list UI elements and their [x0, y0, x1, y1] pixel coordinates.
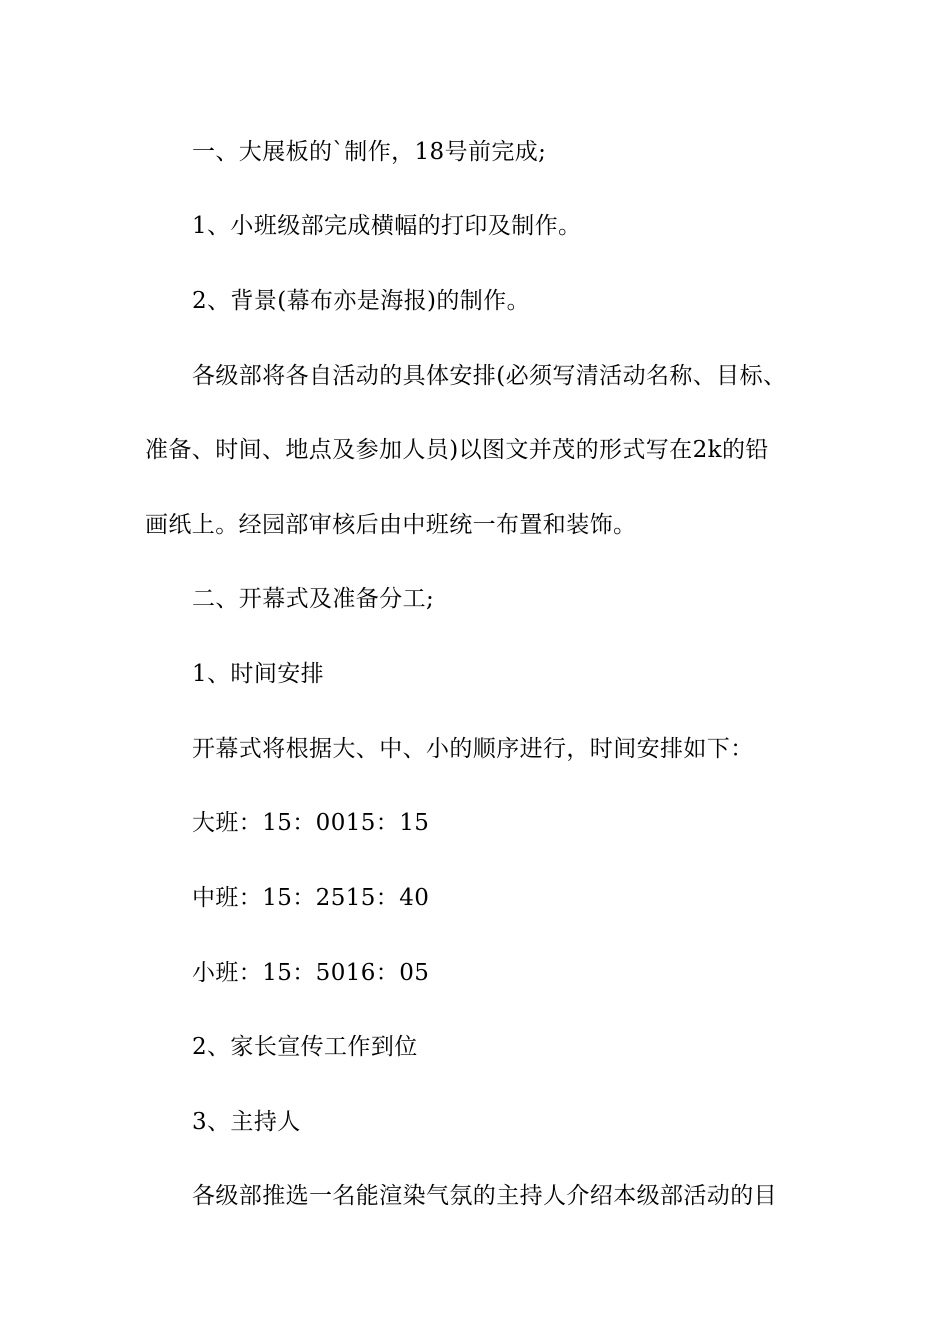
list-item: 2、家长宣传工作到位 [192, 1034, 418, 1060]
paragraph-line: 准备、时间、地点及参加人员)以图文并茂的形式写在2k的铅 [145, 437, 769, 463]
schedule-line: 小班：15：5016：05 [192, 960, 430, 986]
section-heading-1: 一、大展板的`制作，18号前完成; [192, 139, 547, 165]
paragraph-line: 画纸上。经园部审核后由中班统一布置和装饰。 [145, 512, 637, 538]
list-item: 3、主持人 [192, 1109, 301, 1135]
schedule-line: 中班：15：2515：40 [192, 885, 430, 911]
schedule-line: 大班：15：0015：15 [192, 810, 430, 836]
list-item: 2、背景(幕布亦是海报)的制作。 [192, 288, 530, 314]
paragraph-line: 各级部将各自活动的具体安排(必须写清活动名称、目标、 [192, 363, 787, 389]
list-item: 1、小班级部完成横幅的打印及制作。 [192, 213, 582, 239]
section-heading-2: 二、开幕式及准备分工; [192, 586, 435, 612]
paragraph-line: 开幕式将根据大、中、小的顺序进行，时间安排如下： [192, 736, 754, 762]
list-item: 1、时间安排 [192, 661, 325, 687]
paragraph-line: 各级部推选一名能渲染气氛的主持人介绍本级部活动的目 [192, 1183, 777, 1209]
